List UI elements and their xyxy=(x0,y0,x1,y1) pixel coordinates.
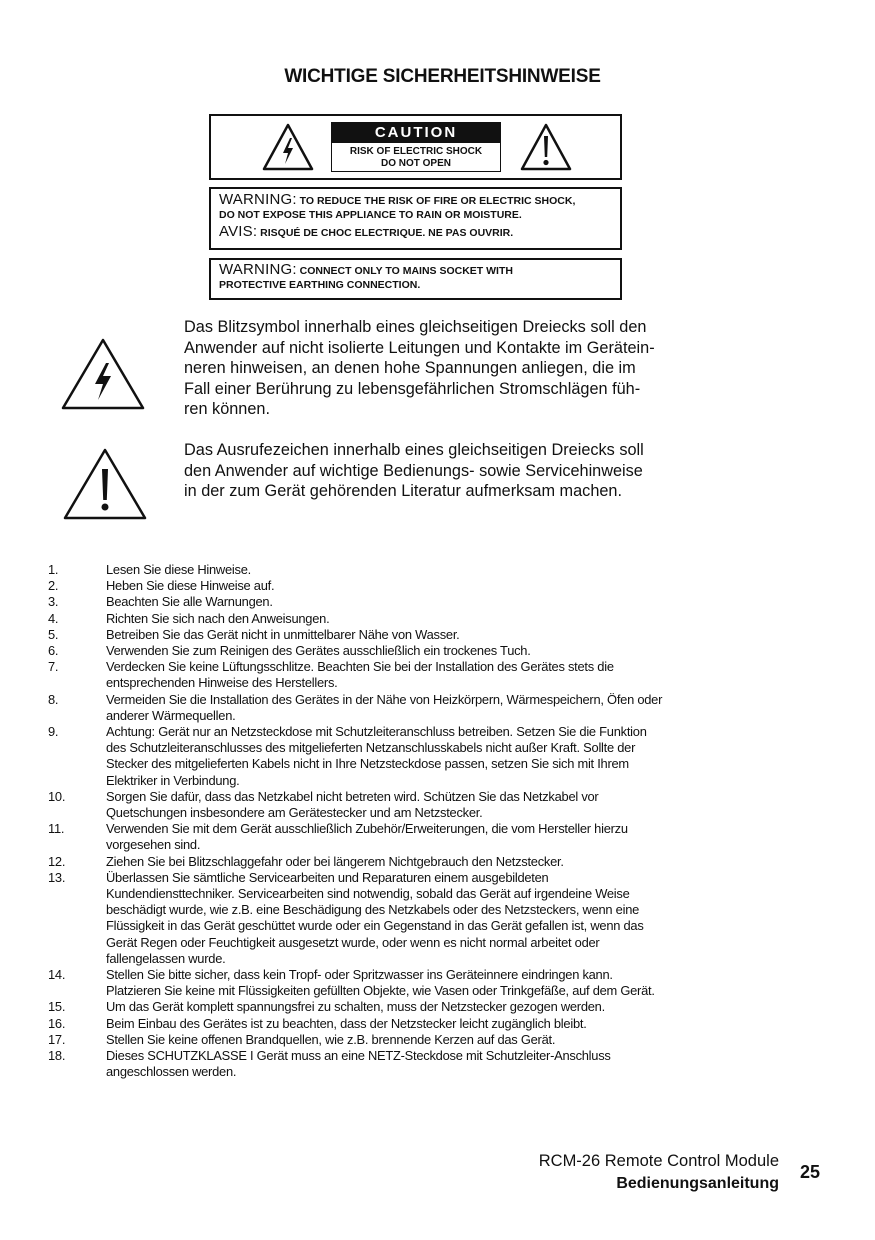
list-item-text: Verwenden Sie mit dem Gerät ausschließlich Zubehör/Erweiterungen, die vom Hersteller hierzu xyxy=(106,821,628,837)
list-item-number: 13. xyxy=(48,869,66,885)
list-item-number: 11. xyxy=(48,821,65,837)
safety-instructions-list xyxy=(48,562,808,1081)
list-item-text: Heben Sie diese Hinweise auf. xyxy=(106,578,275,594)
warning-key: WARNING: xyxy=(219,191,297,208)
list-item xyxy=(48,999,808,1015)
list-item-text: beschädigt wurde, wie z.B. eine Beschädigung des Netzkabels oder des Netzsteckers, wenn eine xyxy=(106,902,640,918)
text-line: Das Ausrufezeichen innerhalb eines gleichseitigen Dreiecks soll xyxy=(184,441,644,459)
list-item-text: Lesen Sie diese Hinweise. xyxy=(106,562,251,577)
list-item xyxy=(48,611,808,627)
list-item-text: Quetschungen insbesondere am Gerätestecker und am Netzstecker. xyxy=(106,805,483,821)
list-item xyxy=(48,870,808,967)
list-item-number: 18. xyxy=(48,1048,66,1064)
list-item xyxy=(48,967,808,999)
caution-line-1: RISK OF ELECTRIC SHOCK xyxy=(349,146,483,157)
list-item-text: Sorgen Sie dafür, dass das Netzkabel nicht betreten wird. Schützen Sie das Netzkabel vor xyxy=(106,788,599,804)
list-item-text: Beachten Sie alle Warnungen. xyxy=(106,594,273,610)
list-item xyxy=(48,594,808,610)
warning-text: TO REDUCE THE RISK OF FIRE OR ELECTRIC SHOCK, xyxy=(296,195,576,207)
exclamation-symbol-description xyxy=(184,440,744,502)
list-item xyxy=(48,854,808,870)
warning2-key: WARNING: xyxy=(219,261,297,278)
list-item-text: Flüssigkeit in das Gerät geschüttet wurde oder ein Gegenstand in das Gerät gefallen ist, wenn das xyxy=(106,918,644,934)
list-item-number: 9. xyxy=(48,724,59,740)
list-item-number: 3. xyxy=(48,594,59,610)
warning-line-2: DO NOT EXPOSE THIS APPLIANCE TO RAIN OR MOISTURE. xyxy=(219,209,522,221)
list-item xyxy=(48,692,808,724)
list-item-text: Verwenden Sie zum Reinigen des Gerätes ausschließlich ein trockenes Tuch. xyxy=(106,643,531,659)
list-item xyxy=(48,627,808,643)
avis-line xyxy=(219,225,620,240)
list-item xyxy=(48,724,808,789)
list-item-number: 16. xyxy=(48,1015,66,1031)
text-line: in der zum Gerät gehörenden Literatur aufmerksam machen. xyxy=(184,482,623,501)
list-item-text: anderer Wärmequellen. xyxy=(106,707,236,723)
list-item-text: Überlassen Sie sämtliche Servicearbeiten und Reparaturen einem ausgebildeten xyxy=(106,869,549,885)
warning2-line-2: PROTECTIVE EARTHING CONNECTION. xyxy=(219,279,421,291)
list-item-text: Achtung: Gerät nur an Netzsteckdose mit Schutzleiteranschluss betreiben. Setzen Sie die Funktion xyxy=(106,724,647,740)
text-line: Das Blitzsymbol innerhalb eines gleichseitigen Dreiecks soll den xyxy=(184,318,647,336)
list-item-number: 1. xyxy=(48,562,59,577)
list-item-number: 15. xyxy=(48,999,66,1015)
list-item xyxy=(48,1048,808,1080)
footer-product-name: RCM-26 Remote Control Module xyxy=(538,1152,779,1170)
warning2-text: CONNECT ONLY TO MAINS SOCKET WITH xyxy=(296,265,513,277)
avis-key: AVIS: xyxy=(219,223,258,240)
text-line: neren hinweisen, an denen hohe Spannungen anliegen, die im xyxy=(184,359,636,378)
list-item-text: Platzieren Sie keine mit Flüssigkeiten gefüllten Objekte, wie Vasen oder Trinkgefäße, auf dem Gerät. xyxy=(106,983,655,999)
caution-text xyxy=(332,143,500,170)
list-item-text: entsprechenden Hinweise des Herstellers. xyxy=(106,675,338,691)
warning-box-fire-shock xyxy=(209,187,622,250)
list-item-number: 12. xyxy=(48,853,66,869)
list-item-text: Um das Gerät komplett spannungsfrei zu schalten, muss der Netzstecker gezogen werden. xyxy=(106,999,605,1015)
list-item xyxy=(48,821,808,853)
caution-label-box xyxy=(209,114,622,180)
list-item-number: 10. xyxy=(48,788,66,804)
caution-panel xyxy=(331,122,501,172)
page-number: 25 xyxy=(800,1162,821,1182)
list-item-text: Verdecken Sie keine Lüftungsschlitze. Beachten Sie bei der Installation des Gerätes stets die xyxy=(106,659,614,675)
list-item-text: des Schutzleiteranschlusses des mitgelieferten Netzanschlusskabels nicht außer Kraft. Sollte der xyxy=(106,740,636,756)
list-item-text: Kundendiensttechniker. Servicearbeiten sind notwendig, sobald das Gerät auf irgendeine Weise xyxy=(106,886,630,902)
list-item-text: Beim Einbau des Gerätes ist zu beachten, dass der Netzstecker leicht zugänglich bleibt. xyxy=(106,1015,587,1031)
list-item xyxy=(48,1032,808,1048)
list-item-number: 8. xyxy=(48,691,59,707)
list-item-text: Gerät Regen oder Feuchtigkeit ausgesetzt wurde, oder wenn es nicht normal arbeitet oder xyxy=(106,934,600,950)
list-item-text: Stellen Sie bitte sicher, dass kein Tropf- oder Spritzwasser ins Geräteinnere eindringen kann. xyxy=(106,967,613,983)
list-item-text: Richten Sie sich nach den Anweisungen. xyxy=(106,610,330,626)
lightning-triangle-icon xyxy=(261,122,315,172)
caution-heading: CAUTION xyxy=(332,123,500,143)
list-item-text: vorgesehen sind. xyxy=(106,837,201,853)
list-item xyxy=(48,643,808,659)
lightning-symbol-description xyxy=(184,317,744,420)
list-item-number: 7. xyxy=(48,659,59,675)
list-item xyxy=(48,659,808,691)
list-item-text: Elektriker in Verbindung. xyxy=(106,772,240,788)
lightning-triangle-icon xyxy=(60,337,146,411)
list-item-text: Betreiben Sie das Gerät nicht in unmittelbarer Nähe von Wasser. xyxy=(106,626,460,642)
text-line: ren können. xyxy=(184,400,270,419)
text-line: Anwender auf nicht isolierte Leitungen und Kontakte im Gerätein- xyxy=(184,338,655,357)
list-item-number: 4. xyxy=(48,610,59,626)
footer-manual-title: Bedienungsanleitung xyxy=(616,1175,779,1192)
caution-line-2: DO NOT OPEN xyxy=(380,158,451,169)
text-line: Fall einer Berührung zu lebensgefährlichen Stromschlägen füh- xyxy=(184,379,641,398)
list-item-number: 6. xyxy=(48,643,59,659)
list-item-text: Ziehen Sie bei Blitzschlaggefahr oder bei längerem Nichtgebrauch den Netzstecker. xyxy=(106,853,564,869)
list-item-number: 17. xyxy=(48,1031,66,1047)
avis-text: RISQUÉ DE CHOC ELECTRIQUE. NE PAS OUVRIR. xyxy=(257,227,514,239)
page-title: WICHTIGE SICHERHEITSHINWEISE xyxy=(284,66,601,87)
list-item-number: 14. xyxy=(48,967,66,983)
list-item xyxy=(48,1016,808,1032)
warning-box-earthing xyxy=(209,258,622,300)
text-line: den Anwender auf wichtige Bedienungs- sowie Servicehinweise xyxy=(184,461,643,480)
list-item xyxy=(48,562,808,578)
warning-line-1 xyxy=(219,193,620,208)
list-item xyxy=(48,789,808,821)
list-item xyxy=(48,578,808,594)
exclamation-triangle-icon xyxy=(62,447,148,521)
list-item-text: fallengelassen wurde. xyxy=(106,950,226,966)
list-item-text: angeschlossen werden. xyxy=(106,1064,237,1080)
list-item-text: Stecker des mitgelieferten Kabels nicht in Ihre Netzsteckdose passen, setzen Sie sich mit Ihrem xyxy=(106,756,629,772)
list-item-text: Stellen Sie keine offenen Brandquellen, wie z.B. brennende Kerzen auf das Gerät. xyxy=(106,1031,556,1047)
list-item-text: Vermeiden Sie die Installation des Gerätes in der Nähe von Heizkörpern, Wärmespeichern, Öfen oder xyxy=(106,691,663,707)
list-item-text: Dieses SCHUTZKLASSE I Gerät muss an eine NETZ-Steckdose mit Schutzleiter-Anschluss xyxy=(106,1048,611,1064)
list-item-number: 2. xyxy=(48,578,59,594)
exclamation-triangle-icon xyxy=(519,122,573,172)
warning2-line-1 xyxy=(219,263,620,278)
list-item-number: 5. xyxy=(48,626,59,642)
